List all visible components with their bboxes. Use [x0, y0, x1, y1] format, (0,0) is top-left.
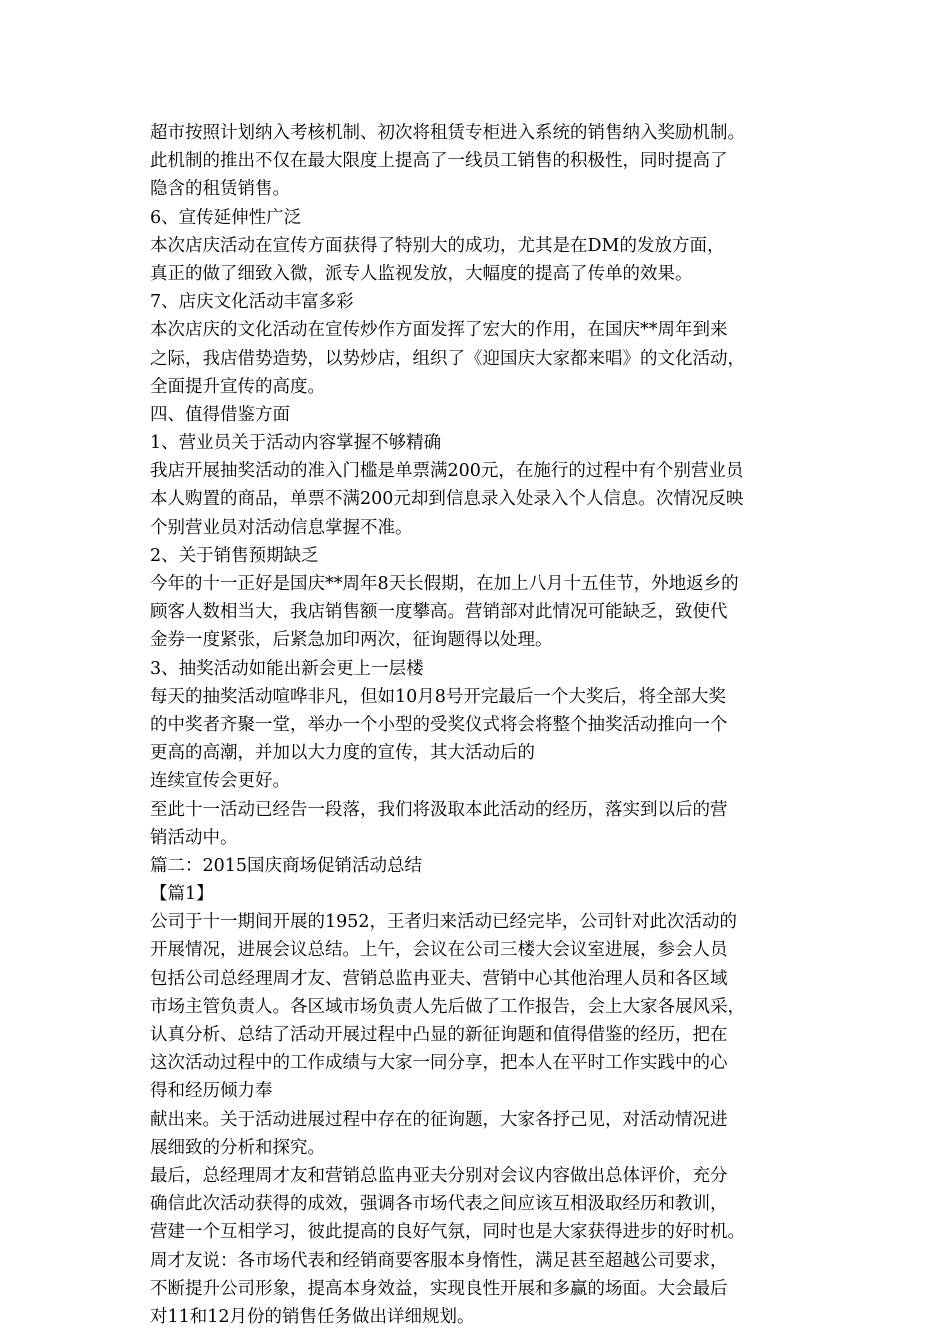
text-line: 个别营业员对活动信息掌握不准。 [150, 517, 413, 538]
text-line: 今年的十一正好是国庆**周年8天长假期，在加上八月十五佳节，外地返乡的 [150, 574, 739, 594]
text-line: 【篇1】 [150, 884, 214, 905]
text-line: 公司于十一期间开展的1952，王者归来活动已经完毕，公司针对此次活动的 [150, 912, 738, 933]
text-line: 不断提升公司形象，提高本身效益，实现良性开展和多赢的场面。大会最后 [150, 1278, 728, 1299]
text-line: 篇二：2015国庆商场促销活动总结 [150, 855, 423, 876]
text-line: 我店开展抽奖活动的准入门槛是单票满200元，在施行的过程中有个别营业员 [150, 461, 744, 482]
text-line: 献出来。关于活动进展过程中存在的征询题，大家各抒己见，对活动情况进 [150, 1109, 728, 1130]
text-line: 6、宣传延伸性广泛 [150, 207, 302, 228]
text-line: 至此十一活动已经告一段落，我们将汲取本此活动的经历，落实到以后的营 [150, 799, 728, 820]
text-line: 3、抽奖活动如能出新会更上一层楼 [150, 658, 424, 679]
text-line: 更高的高潮，并加以大力度的宣传，其大活动后的 [150, 743, 535, 764]
text-line: 得和经历倾力奉 [150, 1081, 273, 1102]
text-line: 这次活动过程中的工作成绩与大家一同分享，把本人在平时工作实践中的心 [150, 1053, 728, 1074]
text-line: 销活动中。 [150, 827, 238, 848]
text-line: 隐含的租赁销售。 [150, 179, 290, 200]
text-line: 金券一度紧张，后紧急加印两次，征询题得以处理。 [150, 630, 553, 651]
text-line: 顾客人数相当大，我店销售额一度攀高。营销部对此情况可能缺乏，致使代 [150, 602, 728, 623]
text-line: 营建一个互相学习，彼此提高的良好气氛，同时也是大家获得进步的好时机。 [150, 1222, 745, 1243]
text-line: 1、营业员关于活动内容掌握不够精确 [150, 433, 442, 454]
text-line: 每天的抽奖活动喧哗非凡，但如10月8号开完最后一个大奖后，将全部大奖 [150, 686, 726, 707]
text-line: 确信此次活动获得的成效，强调各市场代表之间应该互相汲取经历和教训， [150, 1194, 728, 1215]
text-line: 本次店庆活动在宣传方面获得了特别大的成功，尤其是在DM的发放方面， [150, 235, 725, 256]
text-line: 此机制的推出不仅在最大限度上提高了一线员工销售的积极性，同时提高了 [150, 151, 728, 172]
text-line: 展细致的分析和探究。 [150, 1137, 325, 1158]
text-line: 开展情况，进展会议总结。上午，会议在公司三楼大会议室进展，参会人员 [150, 940, 728, 961]
text-line: 对11和12月份的销售任务做出详细规划。 [150, 1306, 475, 1327]
text-line: 四、值得借鉴方面 [150, 404, 290, 425]
text-line: 市场主管负责人。各区域市场负责人先后做了工作报告，会上大家各展风采， [150, 996, 745, 1017]
text-line: 的中奖者齐聚一堂，举办一个小型的受奖仪式将会将整个抽奖活动推向一个 [150, 714, 728, 735]
text-line: 连续宣传会更好。 [150, 771, 290, 792]
text-line: 超市按照计划纳入考核机制、初次将租赁专柜进入系统的销售纳入奖励机制。 [150, 123, 745, 143]
text-line: 包括公司总经理周才友、营销总监冉亚夫、营销中心其他治理人员和各区域 [150, 968, 728, 989]
text-line: 周才友说：各市场代表和经销商要客服本身惰性，满足甚至超越公司要求， [150, 1250, 728, 1271]
text-line: 本次店庆的文化活动在宣传炒作方面发挥了宏大的作用，在国庆**周年到来 [150, 320, 728, 341]
text-line: 之际，我店借势造势，以势炒店，组织了《迎国庆大家都来唱》的文化活动， [150, 348, 745, 369]
text-line: 7、店庆文化活动丰富多彩 [150, 292, 354, 313]
text-line: 2、关于销售预期缺乏 [150, 545, 319, 566]
text-line: 真正的做了细致入微，派专人监视发放，大幅度的提高了传单的效果。 [150, 263, 693, 284]
text-line: 认真分析、总结了活动开展过程中凸显的新征询题和值得借鉴的经历，把在 [150, 1025, 728, 1045]
document-body [150, 119, 810, 1331]
text-line: 最后，总经理周才友和营销总监冉亚夫分别对会议内容做出总体评价，充分 [150, 1165, 728, 1186]
text-line: 全面提升宣传的高度。 [150, 376, 325, 397]
text-line: 本人购置的商品，单票不满200元却到信息录入处录入个人信息。次情况反映 [150, 489, 744, 510]
